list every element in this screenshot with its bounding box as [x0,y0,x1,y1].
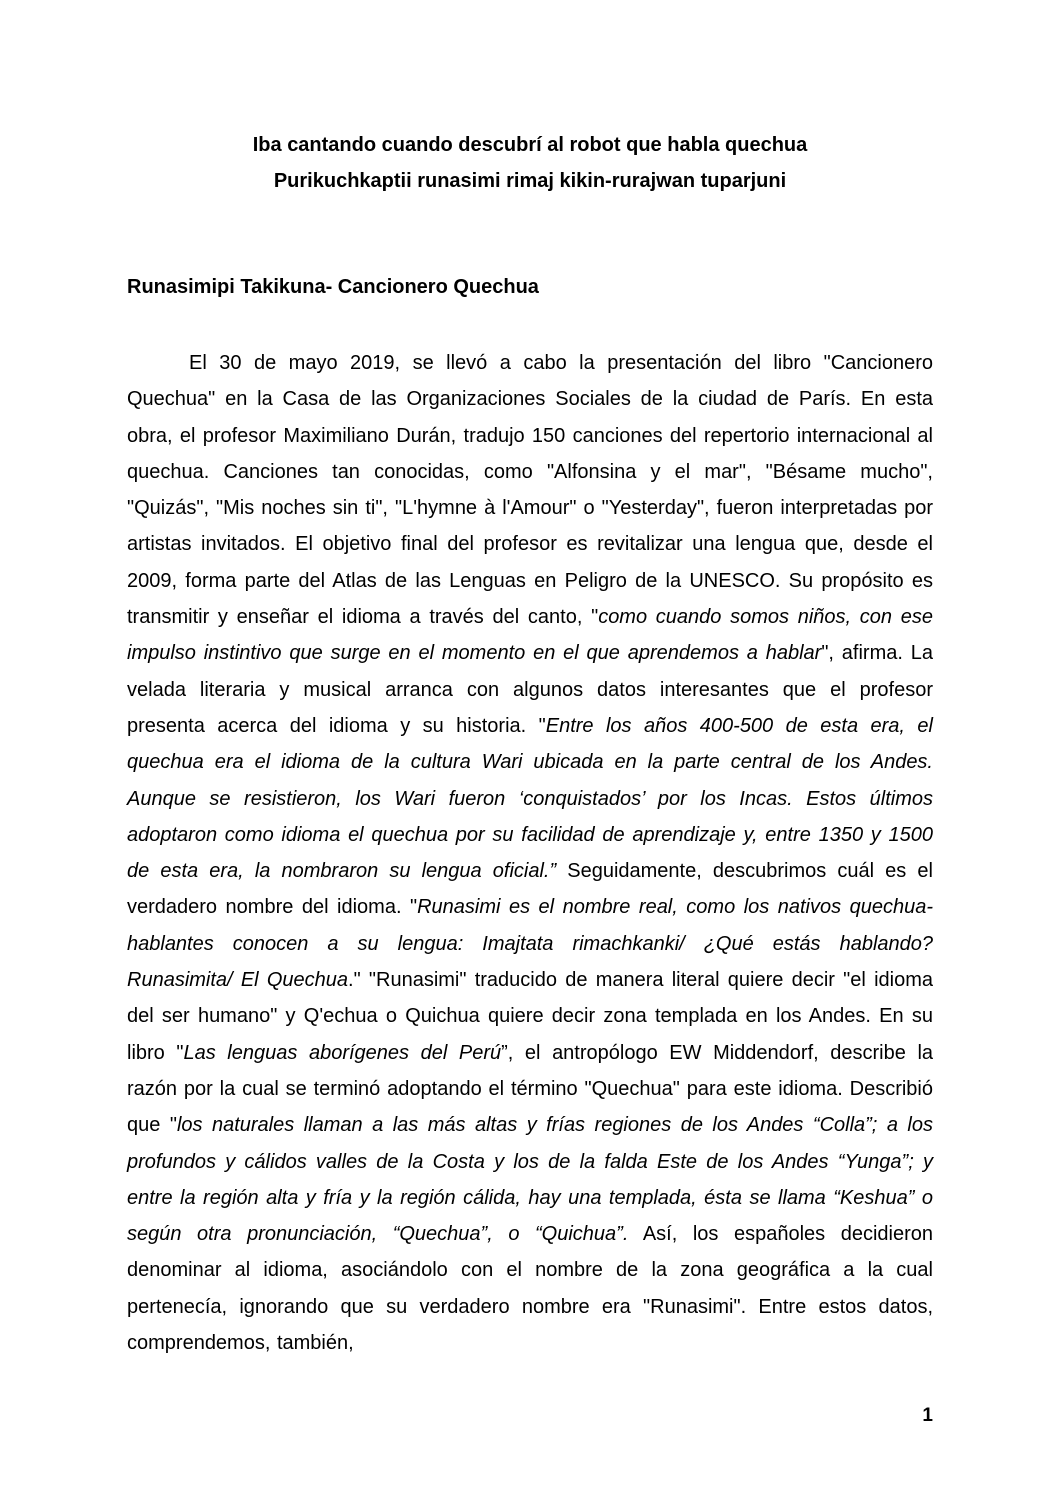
text-run-normal: Seguidamente, descubrimos cuál es el verdadero nombre del idioma. " [127,860,933,919]
body-paragraph [127,345,933,1361]
text-run-normal: Así, los españoles decidieron denominar al idioma, asociándolo con el nombre de la zona geográfica a la cual pertenecía, ignorando que su verdadero nombre era "Runasimi". Entre estos datos, comprendemos, también, [127,1223,934,1355]
text-run-normal: El 30 de mayo 2019, se llevó a cabo la presentación del libro "Cancionero Quechua" en la Casa de las Organizaciones Sociales de la ciudad de París. En esta obra, el profesor Maximiliano Durán, tradujo 150 canciones del repertorio internacional al quechua. Canciones tan conocidas, como "Alfonsina y el mar", "Bésame mucho", "Quizás", "Mis noches sin ti", "L'hymne à l'Amour" o "Yesterday", fueron interpretadas por artistas invitados. El objetivo final del profesor es revitalizar una lengua que, desde el 2009, forma parte del Atlas de las Lenguas en Peligro de la UNESCO. Su propósito es transmitir y enseñar el idioma a través del canto, " [127,352,933,629]
section-heading: Runasimipi Takikuna- Cancionero Quechua [127,276,539,298]
text-run-italic: como cuando somos niños, con ese impulso instintivo que surge en el momento en el que aprendemos a hablar [127,606,933,665]
text-run-normal: ”, el antropólogo EW Middendorf, describe la razón por la cual se terminó adoptando el término "Quechua" para este idioma. Describió que " [127,1041,934,1137]
text-run-italic: Las lenguas aborígenes del Perú [183,1041,502,1064]
page-number: 1 [922,1405,933,1426]
text-run-normal: ." "Runasimi" traducido de manera literal quiere decir "el idioma del ser humano" y Q'echua o Quichua quiere decir zona templada en los Andes. En su libro " [127,969,933,1064]
document-title [127,127,933,200]
text-run-italic: Runasimi es el nombre real, como los nativos quechua-hablantes conocen a su lengua: Imajtata rimachkanki/ ¿Qué estás hablando? Runasimita/ El Quechua [127,896,934,992]
text-run-italic: los naturales llaman a las más altas y frías regiones de los Andes “Colla”; a los profundos y cálidos valles de la Costa y los de la falda Este de los Andes “Yunga”; y entre la región alta y fría y la región cálida, hay una templada, ésta se llama “Keshua” o según otra pronunciación, “Quechua”, o “Quichua”. [127,1114,933,1246]
title-line-2: Purikuchkaptii runasimi rimaj kikin-rurajwan tuparjuni [273,170,787,193]
text-run-italic: Entre los años 400-500 de esta era, el quechua era el idioma de la cultura Wari ubicada en la parte central de los Andes. Aunque se resistieron, los Wari fueron ‘conquistados’ por los Incas. Estos últimos adoptaron como idioma el quechua por su facilidad de aprendizaje y, entre 1350 y 1500 de esta era, la nombraron su lengua oficial.” [127,714,933,883]
text-run-normal: ", afirma. La velada literaria y musical arranca con algunos datos interesantes que el profesor presenta acerca del idioma y su historia. " [127,642,933,737]
title-line-1: Iba cantando cuando descubrí al robot que habla quechua [252,134,808,156]
